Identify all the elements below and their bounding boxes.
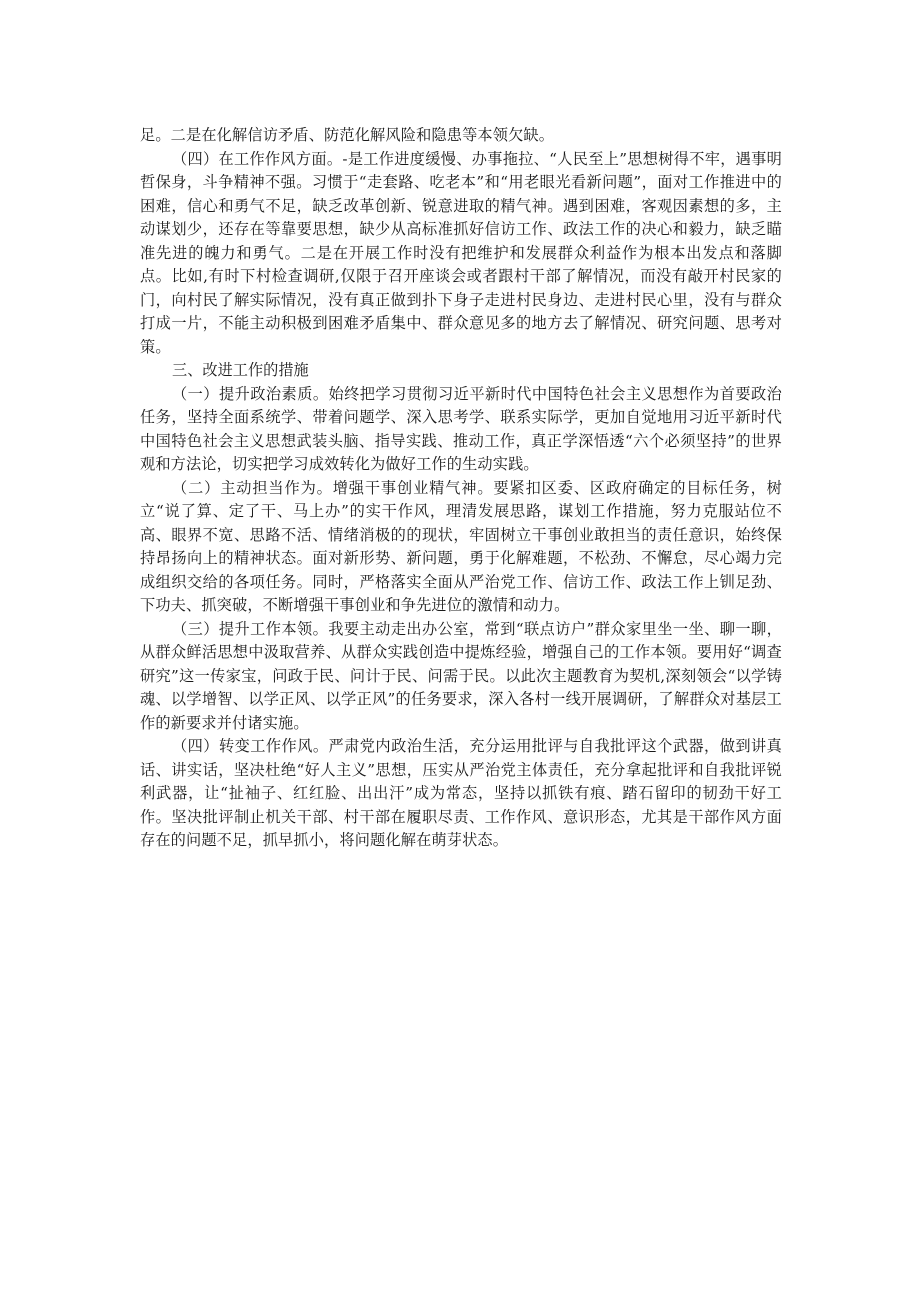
paragraph-take-responsibility: （二）主动担当作为。增强干事创业精气神。要紧扣区委、区政府确定的目标任务，树立“说了算、定了干、马上办”的实干作风，理清发展思路，谋划工作措施，努力克服站位不高、眼界不宽、思路不活、情绪消极的的现状，牢固树立干事创业敢担当的责任意识，始终保持昂扬向上的精神状态。面对新形势、新问题，勇于化解难题，不松劲、不懈怠，尽心竭力完成组织交给的各项任务。同时，严格落实全面从严治党工作、信访工作、政法工作上钏足劲、下功夫、抓突破，不断增强干事创业和争先进位的激情和动力。	[140, 478, 782, 614]
paragraph-improve-capability: （三）提升工作本领。我要主动走出办公室，常到“联点访户”群众家里坐一坐、聊一聊，从群众鲜活思想中汲取营养、从群众实践创造中提炼经验，增强自己的工作本领。要用好“调查研究”这一传家宝，问政于民、问计于民、问需于民。以此次主题教育为契机,深刻领会“以学铸魂、以学增智、以学正风、以学正风”的任务要求，深入各村一线开展调研，了解群众对基层工作的新要求并付诸实施。	[140, 619, 782, 732]
document-body	[140, 124, 782, 853]
paragraph-change-work-style: （四）转变工作作风。严肃党内政治生活，充分运用批评与自我批评这个武器，做到讲真话、讲实话，坚决杜绝“好人主义”思想，压实从严治党主体责任，充分拿起批评和自我批评锐利武器，让“扯袖子、红红脸、出出汗”成为常态，坚持以抓铁有痕、踏石留印的韧劲干好工作。坚决批评制止机关干部、村干部在履职尽责、工作作风、意识形态，尤其是干部作风方面存在的问题不足，抓早抓小，将问题化解在萌芽状态。	[140, 737, 782, 849]
paragraph-continuation: 足。二是在化解信访矛盾、防范化解风险和隐患等本领欠缺。	[140, 126, 555, 144]
section-heading-improvement-measures: 三、改进工作的措施	[172, 361, 309, 379]
paragraph-political-quality: （一）提升政治素质。始终把学习贯彻习近平新时代中国特色社会主义思想作为首要政治任务，坚持全面系统学、带着问题学、深入思考学、联系实际学，更加自觉地用习近平新时代中国特色社会主义思想武装头脑、指导实践、推动工作，真正学深悟透“六个必须坚持”的世界观和方法论，切实把学习成效转化为做好工作的生动实践。	[140, 384, 782, 473]
paragraph-work-style: （四）在工作作风方面。-是工作进度缓慢、办事拖拉、“人民至上”思想树得不牢，遇事明哲保身，斗争精神不强。习惯于“走套路、吃老本”和“用老眼光看新问题”，面对工作推进中的困难，信心和勇气不足，缺乏改革创新、锐意进取的精气神。遇到困难，客观因素想的多，主动谋划少，还存在等靠要思想，缺少从高标准抓好信访工作、政法工作的决心和毅力，缺乏瞄准先进的魄力和勇气。二是在开展工作时没有把维护和发展群众利益作为根本出发点和落脚点。比如,有时下村检查调研,仅限于召开座谈会或者跟村干部了解情况，而没有敲开村民家的门，向村民了解实际情况，没有真正做到扑下身子走进村民身边、走进村民心里，没有与群众打成一片，不能主动积极到困难矛盾集中、群众意见多的地方去了解情况、研究问题、思考对策。	[140, 149, 782, 356]
